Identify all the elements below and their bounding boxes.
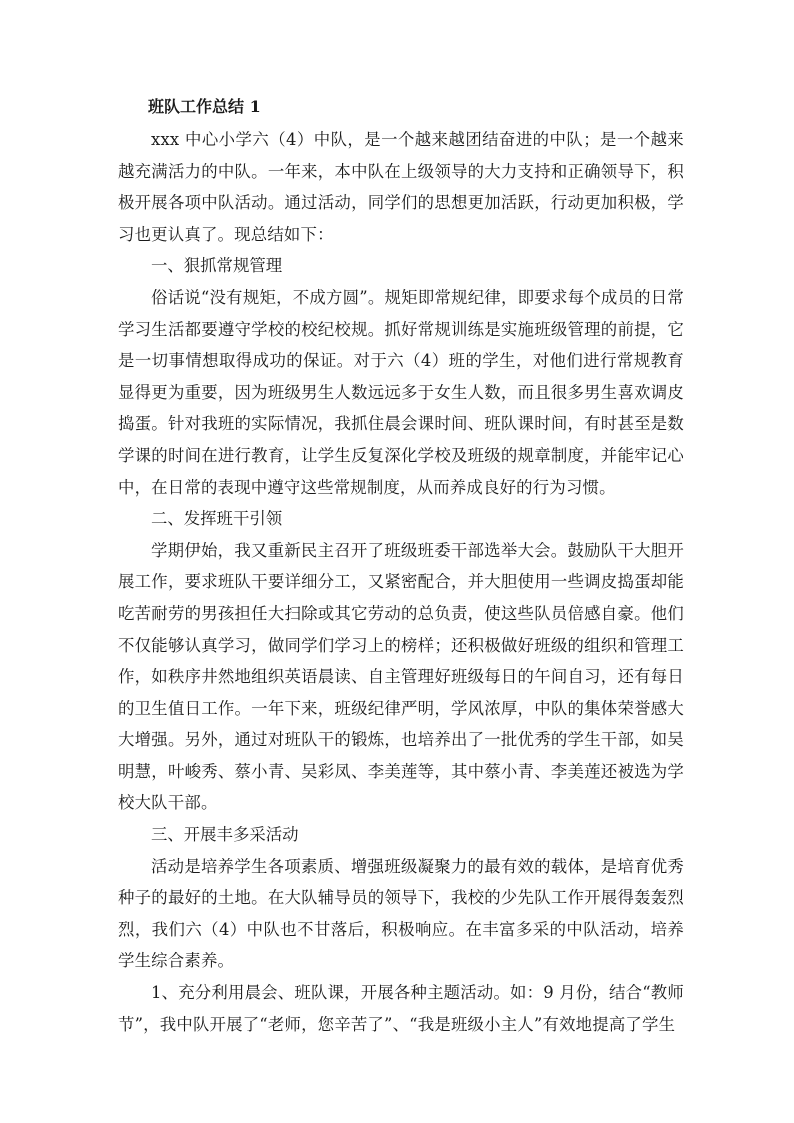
section-heading-2: 二、发挥班干引领 bbox=[151, 509, 283, 529]
section-2-paragraph: 学期伊始，我又重新民主召开了班级班委干部选举大会。鼓励队干大胆开展工作，要求班队干要详细分工，又紧密配合，并大胆使用一些调皮捣蛋却能吃苦耐劳的男孩担任大扫除或其它劳动的总负责，使这些队员倍感自豪。他们不仅能够认真学习，做同学们学习上的榜样；还积极做好班级的组织和管理工作，如秩序井然地组织英语晨读、自主管理好班级每日的午间自习，还有每日的卫生值日工作。一年下来，班级纪律严明，学风浓厚，中队的集体荣誉感大大增强。另外，通过对班队干的锻炼，也培养出了一批优秀的学生干部，如吴明慧，叶峻秀、蔡小青、吴彩凤、李美莲等，其中蔡小青、李美莲还被选为学校大队干部。 bbox=[118, 540, 684, 813]
document-page bbox=[118, 92, 684, 1040]
section-heading-3: 三、开展丰多采活动 bbox=[151, 825, 299, 845]
section-heading-1: 一、狠抓常规管理 bbox=[151, 256, 283, 276]
section-1-paragraph: 俗话说“没有规矩，不成方圆”。规矩即常规纪律，即要求每个成员的日常学习生活都要遵守学校的校纪校规。抓好常规训练是实施班级管理的前提，它是一切事情想取得成功的保证。对于六（4）班的学生，对他们进行常规教育显得更为重要，因为班级男生人数远远多于女生人数，而且很多男生喜欢调皮捣蛋。针对我班的实际情况，我抓住晨会课时间、班队课时间，有时甚至是数学课的时间在进行教育，让学生反复深化学校及班级的规章制度，并能牢记心中，在日常的表现中遵守这些常规制度，从而养成良好的行为习惯。 bbox=[118, 287, 684, 497]
section-3-paragraph: 活动是培养学生各项素质、增强班级凝聚力的最有效的载体，是培育优秀种子的最好的土地。在大队辅导员的领导下，我校的少先队工作开展得轰轰烈烈，我们六（4）中队也不甘落后，积极响应。在丰富多采的中队活动，培养学生综合素养。 bbox=[118, 856, 684, 971]
intro-paragraph: xxx 中心小学六（4）中队，是一个越来越团结奋进的中队；是一个越来越充满活力的中队。一年来，本中队在上级领导的大力支持和正确领导下，积极开展各项中队活动。通过活动，同学们的思想更加活跃，行动更加积极，学习也更认真了。现总结如下： bbox=[118, 130, 684, 244]
document-title: 班队工作总结 1 bbox=[148, 97, 261, 116]
section-3-item-1: 1、充分利用晨会、班队课，开展各种主题活动。如：9 月份，结合“教师节”，我中队开展了“老师，您辛苦了”、“我是班级小主人”有效地提高了学生 bbox=[118, 983, 684, 1034]
